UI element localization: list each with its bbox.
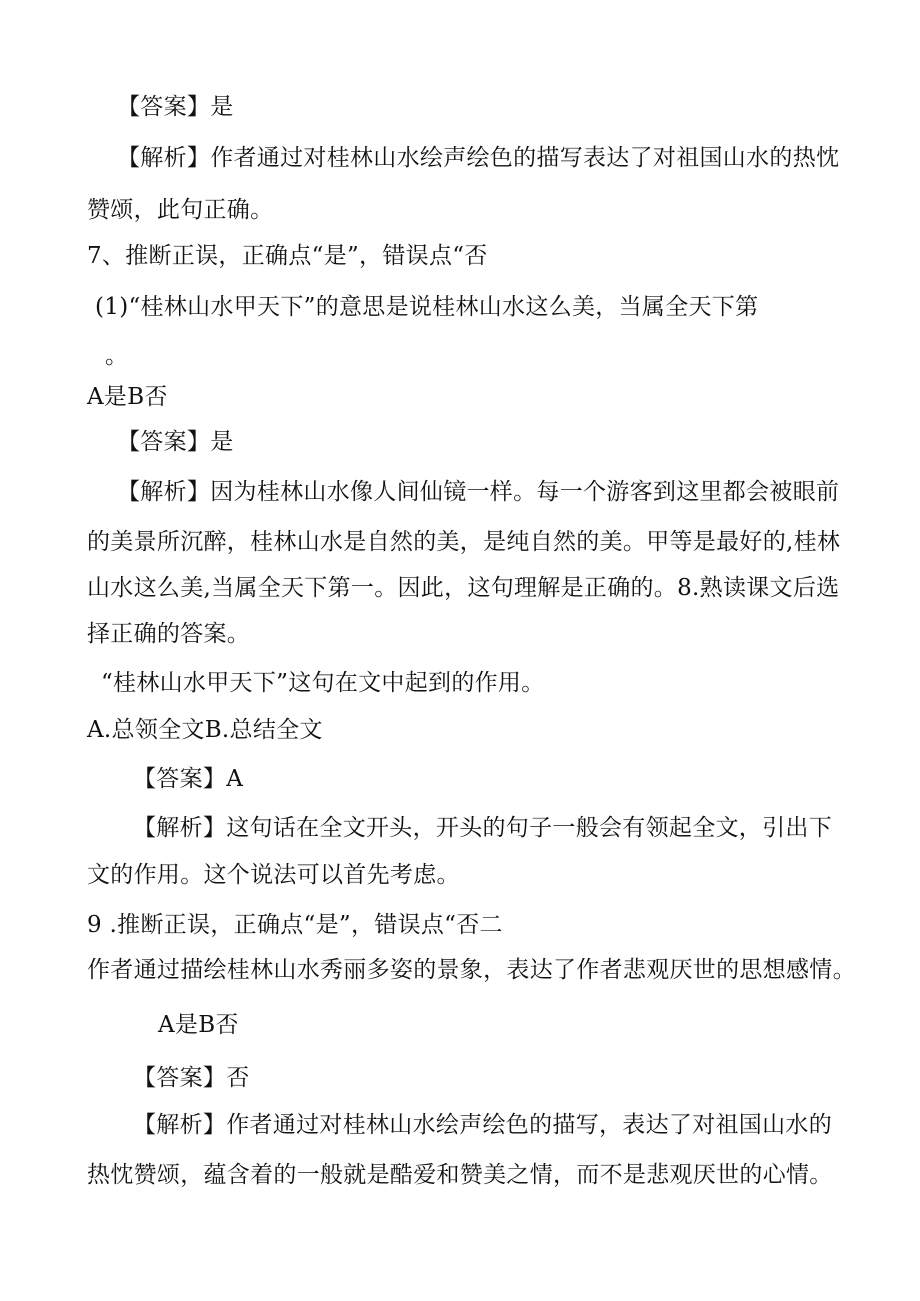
analysis-line-q7-4: 择正确的答案。 [87, 621, 251, 647]
analysis-line-q7-2: 的美景所沉醉，桂林山水是自然的美，是纯自然的美。甲等是最好的,桂林 [87, 529, 841, 555]
answer-line-q8: 【答案】A [133, 766, 244, 792]
question-7-item-1: (1)“桂林山水甲天下”的意思是说桂林山水这么美，当属全天下第 [95, 294, 759, 320]
analysis-line-q7-3: 山水这么美,当属全天下第一。因此，这句理解是正确的。8.熟读课文后选 [87, 575, 840, 601]
analysis-line-q8-1: 【解析】这句话在全文开头，开头的句子一般会有领起全文，引出下 [133, 815, 832, 841]
question-7-item-1-end: 。 [105, 343, 129, 369]
answer-line-q6: 【答案】是 [117, 94, 234, 120]
analysis-line-q6-2: 赞颂，此句正确。 [87, 197, 274, 223]
analysis-line-q9-1: 【解析】作者通过对桂林山水绘声绘色的描写，表达了对祖国山水的 [133, 1112, 832, 1138]
analysis-line-q6-1: 【解析】作者通过对桂林山水绘声绘色的描写表达了对祖国山水的热忱 [117, 145, 840, 171]
analysis-line-q9-2: 热忱赞颂，蕴含着的一般就是酷爱和赞美之情，而不是悲观厌世的心情。 [87, 1162, 833, 1188]
question-7-options: A是B否 [87, 384, 168, 410]
analysis-line-q7-1: 【解析】因为桂林山水像人间仙镜一样。每一个游客到这里都会被眼前 [117, 479, 840, 505]
analysis-line-q8-2: 文的作用。这个说法可以首先考虑。 [87, 862, 460, 888]
question-7-heading: 7、推断正误，正确点“是”，错误点“否 [87, 243, 488, 269]
question-9-heading: 9 .推断正误，正确点“是”，错误点“否二 [87, 912, 503, 938]
question-9-statement: 作者通过描绘桂林山水秀丽多姿的景象，表达了作者悲观厌世的思想感情。 [87, 957, 856, 983]
answer-line-q7: 【答案】是 [117, 429, 234, 455]
question-8-prompt: “桂林山水甲天下”这句在文中起到的作用。 [101, 670, 545, 696]
answer-line-q9: 【答案】否 [133, 1065, 250, 1091]
question-8-options: A.总领全文B.总结全文 [87, 717, 323, 743]
question-9-options: A是B否 [158, 1012, 239, 1038]
